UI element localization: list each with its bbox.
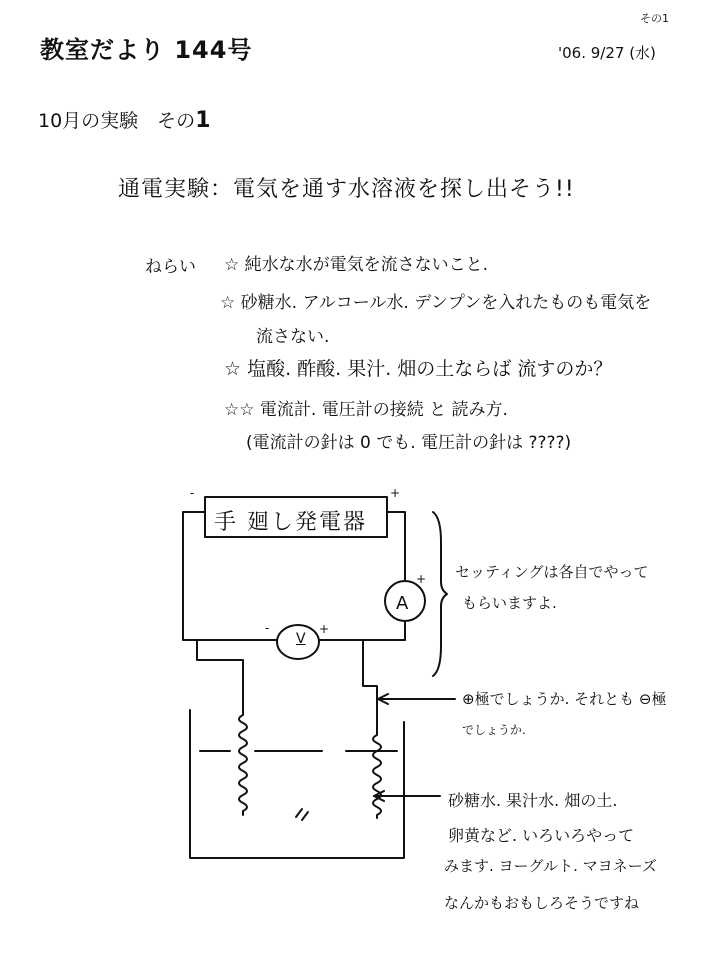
voltmeter-minus: - — [265, 621, 270, 635]
aims-label: ねらい — [145, 257, 196, 277]
left-wire — [183, 512, 243, 700]
aim-item: 流さない. — [256, 327, 330, 347]
sample-note: なんかもおもしろそうですね — [444, 894, 640, 912]
bracket — [433, 512, 447, 676]
bubble-marks — [296, 809, 308, 820]
aim-item: ☆☆ 電流計. 電圧計の接続 と 読み方. — [224, 400, 508, 420]
pole-question: でしょうか. — [462, 723, 526, 737]
ammeter-label: A — [396, 593, 409, 614]
generator-minus: - — [190, 486, 195, 500]
aim-item: (電流計の針は 0 でも. 電圧計の針は ????) — [246, 433, 572, 453]
subtitle-text: 10月の実験 その — [38, 110, 196, 132]
aim-item: ☆ 塩酸. 酢酸. 果汁. 畑の土ならば 流すのか？ — [224, 358, 613, 380]
left-electrode — [239, 700, 247, 815]
aim-item: ☆ 純水な水が電気を流さないこと. — [224, 255, 489, 275]
right-electrode — [373, 702, 381, 818]
sample-note: 卵黄など. いろいろやって — [448, 826, 635, 845]
issue-date: '06. 9/27 (水) — [558, 44, 656, 62]
generator-label: 手 廻し発電器 — [214, 510, 367, 535]
pole-question: ⊕極でしょうか. それとも ⊖極 — [462, 690, 667, 708]
setting-note: もらいますよ. — [462, 594, 557, 612]
sample-note: 砂糖水. 果汁水. 畑の土. — [448, 791, 618, 810]
beaker — [190, 710, 404, 858]
right-wire-top — [387, 512, 405, 580]
subtitle-number: 1 — [195, 108, 211, 133]
voltmeter-label: V — [296, 631, 306, 647]
generator-plus: + — [390, 486, 401, 500]
setting-note: セッティングは各自でやって — [455, 563, 649, 581]
experiment-headline: 通電実験：電気を通す水溶液を探し出そう!! — [118, 177, 575, 202]
ammeter-plus: + — [416, 572, 427, 586]
right-wire-bottom — [363, 622, 405, 702]
aim-item: ☆ 砂糖水. アルコール水. デンプンを入れたものも電気を — [220, 293, 652, 313]
sample-note: みます. ヨーグルト. マヨネーズ — [444, 857, 657, 875]
voltmeter-plus: + — [319, 622, 330, 636]
newsletter-title: 教室だより 144号 — [40, 36, 253, 64]
page-number: その1 — [640, 12, 669, 25]
